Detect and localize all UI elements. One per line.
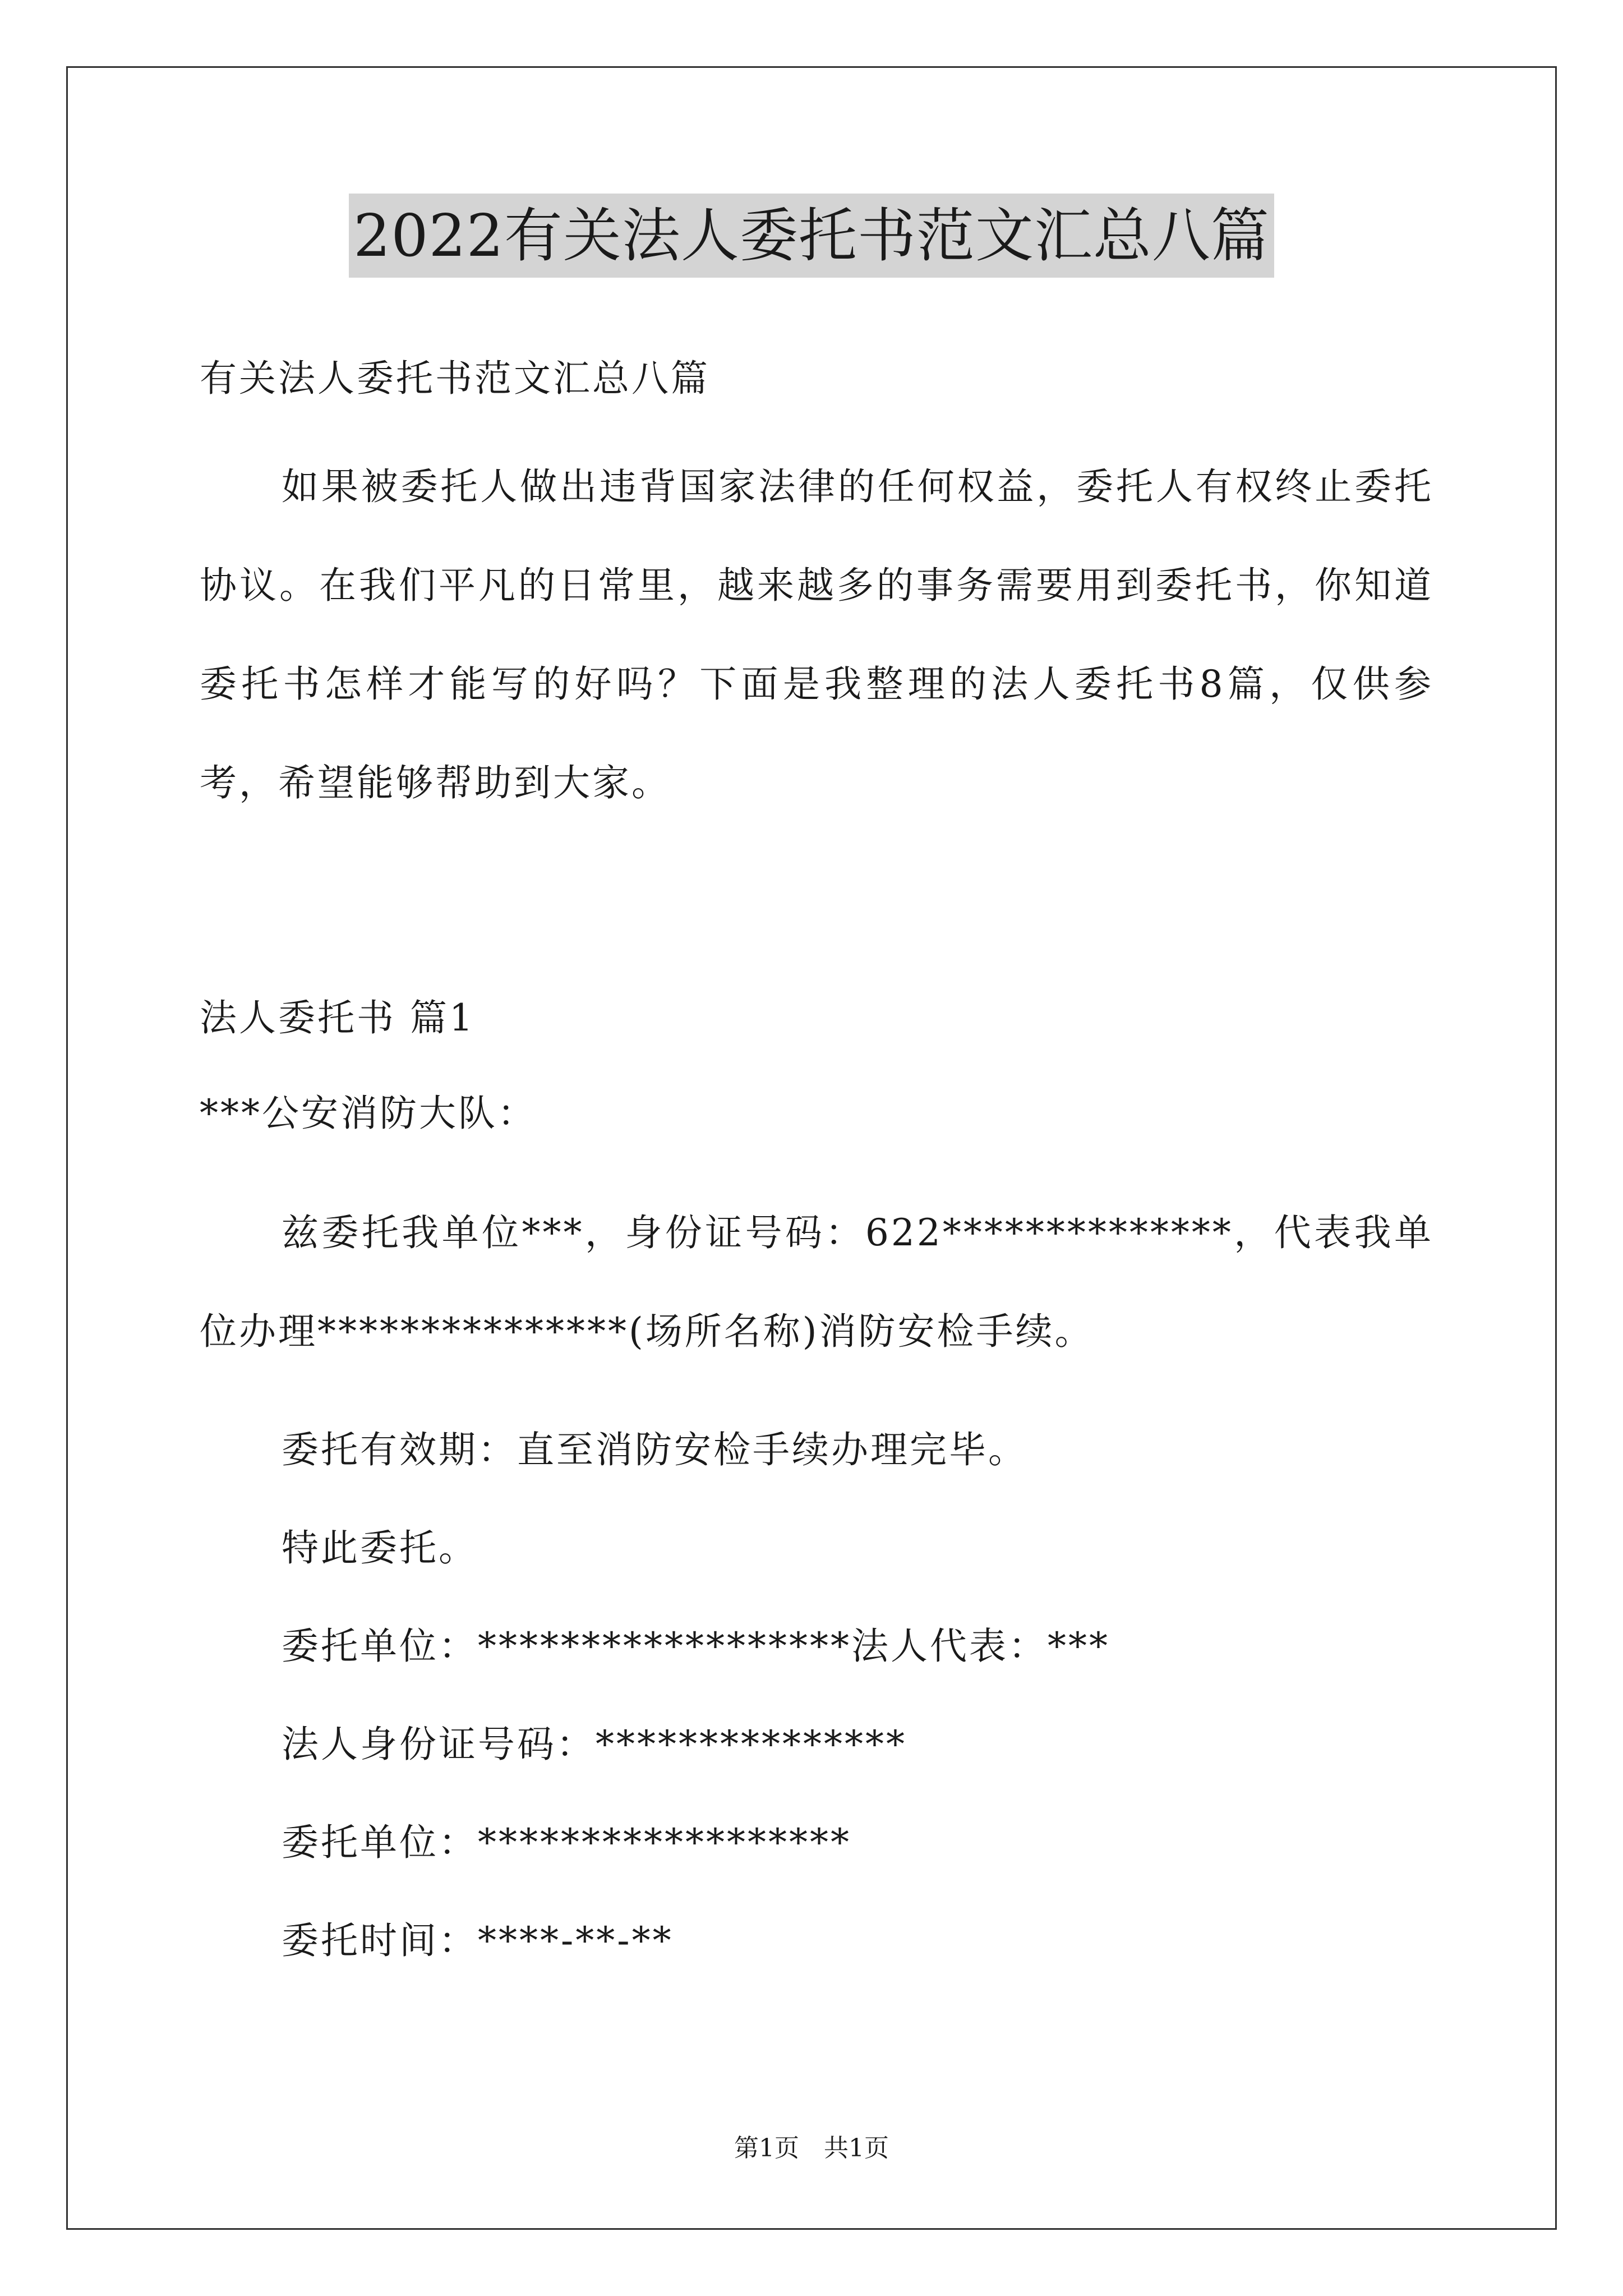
addressee: ***公安消防大队： xyxy=(200,1092,537,1135)
intro-paragraph: 如果被委托人做出违背国家法律的任何权益，委托人有权终止委托协议。在我们平凡的日常里，越来越多的事务需要用到委托书，你知道委托书怎样才能写的好吗？下面是我整理的法人委托书8篇，仅供参考，希望能够帮助到大家。 xyxy=(200,465,1433,804)
rep-id-line: 法人身份证号码：*************** xyxy=(282,1723,907,1766)
date-line: 委托时间：****-**-** xyxy=(282,1919,674,1962)
unit-line: 委托单位：****************** xyxy=(282,1821,851,1864)
page-footer: 第1页 共1页 xyxy=(734,2134,889,2162)
section-heading: 法人委托书 篇1 xyxy=(200,996,475,1039)
document-subtitle: 有关法人委托书范文汇总八篇 xyxy=(200,357,710,400)
title-wrap xyxy=(0,194,1623,278)
validity-line: 委托有效期：直至消防安检手续办理完毕。 xyxy=(282,1428,1027,1471)
document-title: 2022有关法人委托书范文汇总八篇 xyxy=(349,194,1274,278)
unit-and-rep-line: 委托单位：******************法人代表：*** xyxy=(282,1625,1110,1668)
closing-line: 特此委托。 xyxy=(282,1526,478,1570)
body-paragraph: 兹委托我单位***，身份证号码：622**************，代表我单位办理***************(场所名称)消防安检手续。 xyxy=(200,1211,1433,1353)
